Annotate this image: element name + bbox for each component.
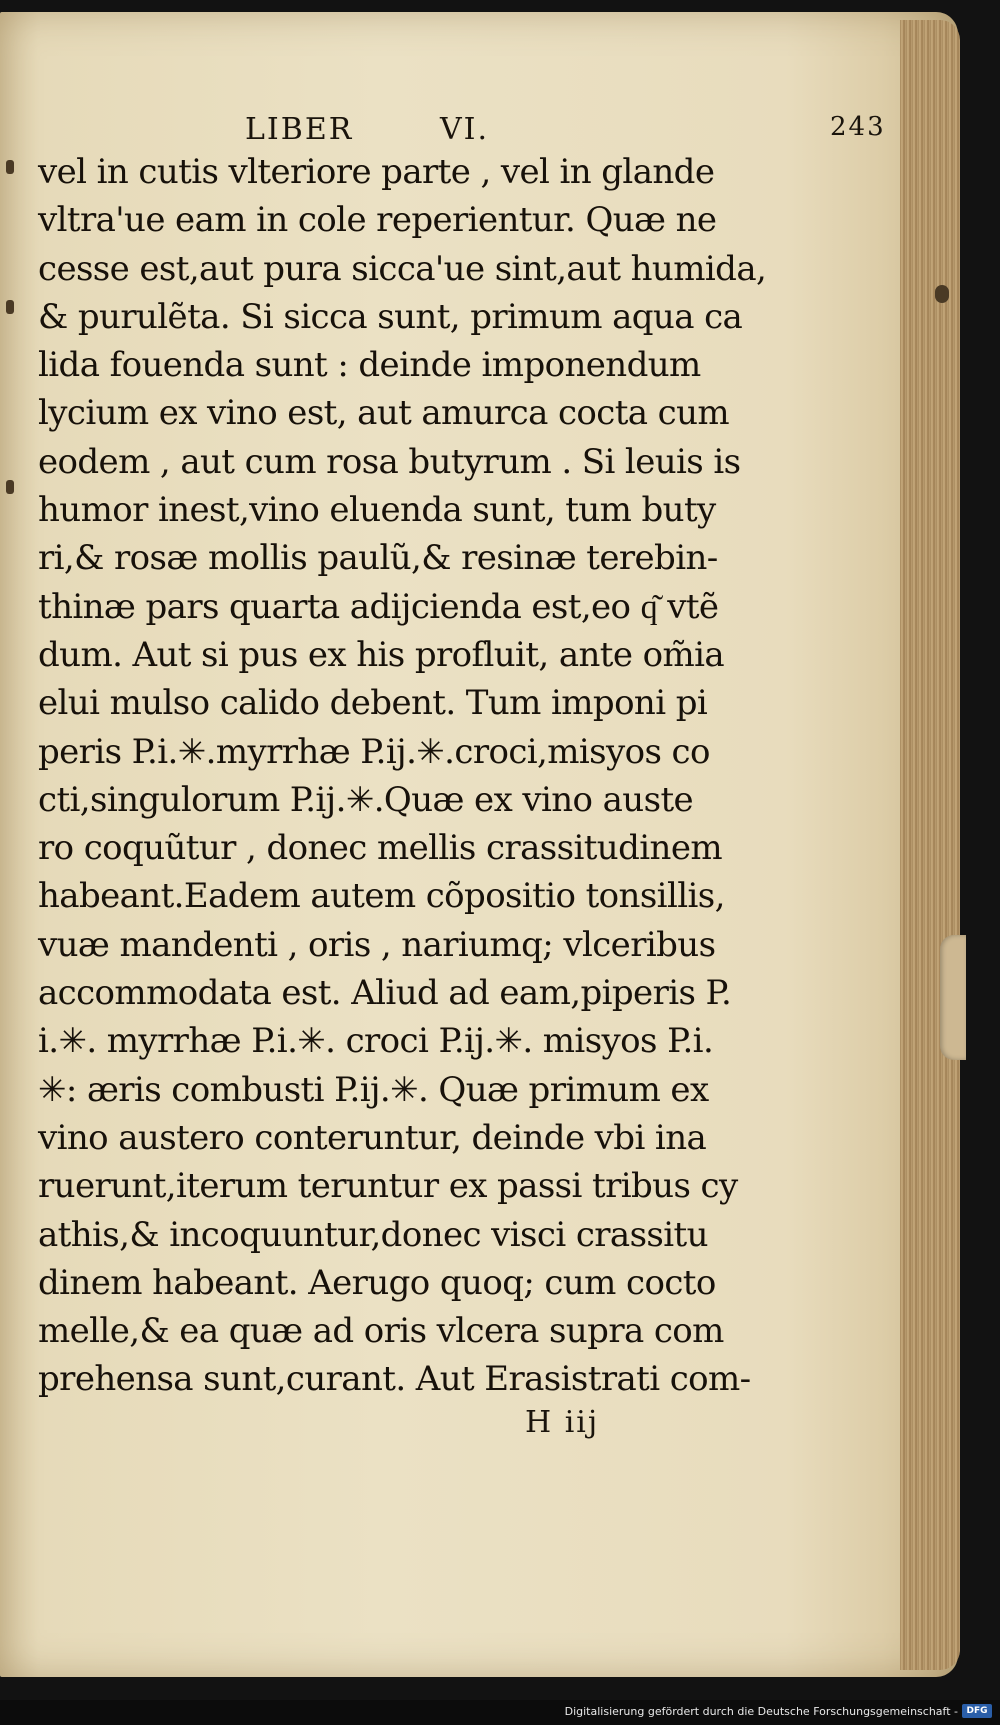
text-line: lida fouenda sunt : deinde imponendum	[38, 345, 701, 386]
folio-number: 243	[830, 112, 886, 142]
text-line: vltra'ue eam in cole reperientur. Quæ ne	[38, 200, 717, 241]
text-line: eodem , aut cum rosa butyrum . Si leuis is	[38, 441, 741, 482]
signature-mark: H iij	[525, 1405, 600, 1440]
text-line: habeant.Eadem autem cõpositio tonsillis,	[38, 876, 725, 917]
running-head	[0, 112, 958, 152]
text-line: i.✳. myrrhæ P.i.✳. croci P.ij.✳. misyos P.i.	[38, 1021, 714, 1062]
text-line: dum. Aut si pus ex his profluit, ante om̃ia	[38, 634, 725, 675]
text-line: ro coquũtur , donec mellis crassitudinem	[38, 828, 722, 869]
text-line: melle,& ea quæ ad oris vlcera supra com	[38, 1311, 724, 1352]
text-line: vuæ mandenti , oris , nariumq; vlceribus	[38, 924, 716, 965]
running-head-book-number: VI.	[440, 112, 490, 147]
body-text	[38, 148, 767, 1404]
text-line: elui mulso calido debent. Tum imponi pi	[38, 683, 708, 724]
text-line: vel in cutis vlteriore parte , vel in glande	[38, 152, 715, 192]
margin-mark	[6, 480, 14, 494]
margin-mark	[6, 160, 14, 174]
page-bookmark-tab	[940, 935, 966, 1060]
dfg-logo: DFG	[962, 1704, 992, 1718]
running-head-liber: LIBER	[245, 112, 354, 147]
text-line: athis,& incoquuntur,donec visci crassitu	[38, 1214, 708, 1255]
text-line: ri,& rosæ mollis paulũ,& resinæ terebin-	[38, 538, 718, 579]
text-line: & purulẽta. Si sicca sunt, primum aqua ca	[38, 296, 743, 337]
text-line: lycium ex vino est, aut amurca cocta cum	[38, 393, 730, 434]
text-line: ruerunt,iterum teruntur ex passi tribus cy	[38, 1166, 738, 1207]
text-line: peris P.i.✳.myrrhæ P.ij.✳.croci,misyos co	[38, 731, 710, 772]
page-fore-edge	[900, 20, 960, 1670]
text-line: accommodata est. Aliud ad eam,piperis P.	[38, 973, 732, 1014]
page-stain	[935, 285, 949, 303]
text-line: humor inest,vino eluenda sunt, tum buty	[38, 490, 716, 531]
margin-mark	[6, 300, 14, 314]
text-line: vino austero conteruntur, deinde vbi ina	[38, 1117, 707, 1158]
funding-credit: Digitalisierung gefördert durch die Deutsche Forschungsgemeinschaft -	[564, 1705, 958, 1718]
text-line: dinem habeant. Aerugo quoq; cum cocto	[38, 1262, 716, 1303]
text-line: prehensa sunt,curant. Aut Erasistrati com-	[38, 1359, 751, 1400]
text-line: cesse est,aut pura sicca'ue sint,aut humida,	[38, 248, 767, 289]
text-line: cti,singulorum P.ij.✳.Quæ ex vino auste	[38, 779, 694, 820]
text-line: thinæ pars quarta adijcienda est,eo q͂ vtẽ	[38, 586, 719, 627]
text-line: ✳: æris combusti P.ij.✳. Quæ primum ex	[38, 1069, 709, 1110]
